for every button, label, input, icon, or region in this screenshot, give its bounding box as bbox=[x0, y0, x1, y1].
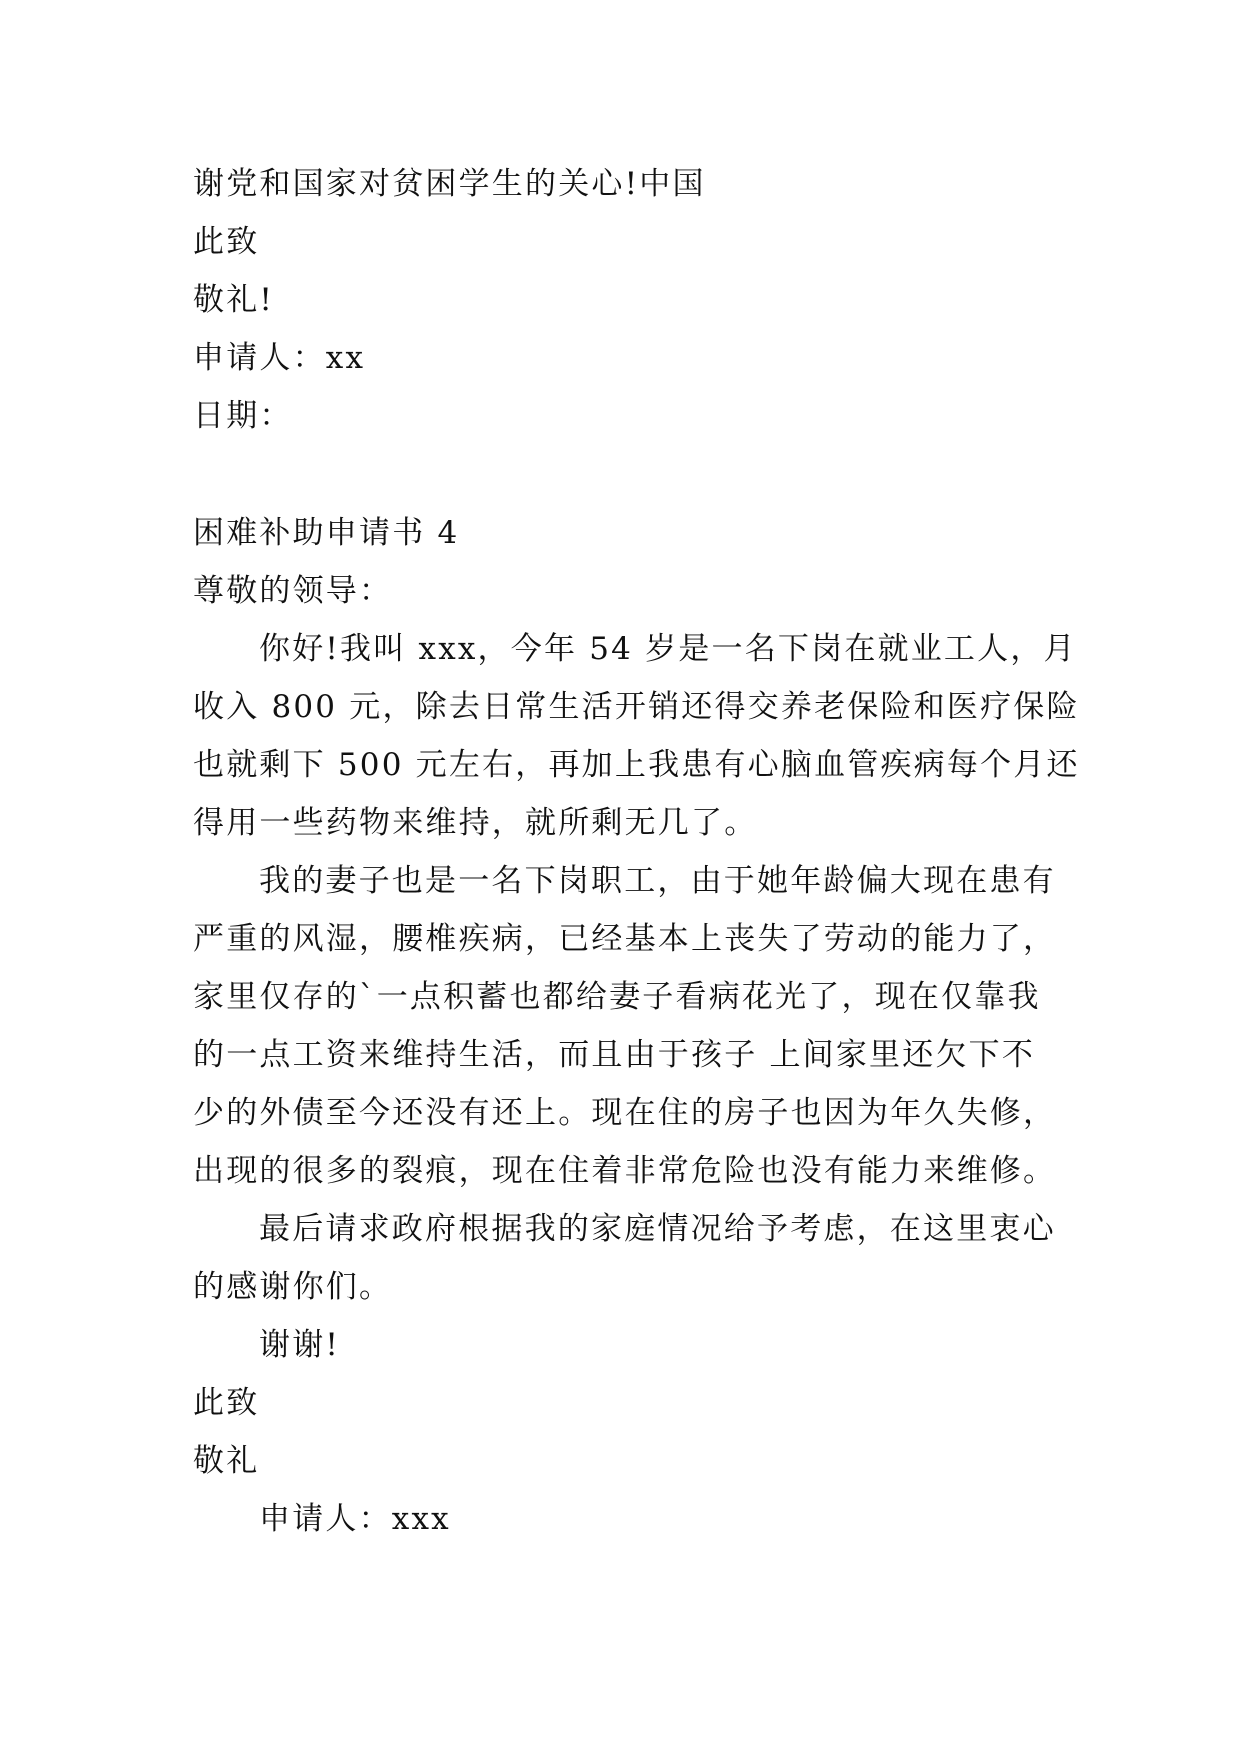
paragraph-line: 家里仅存的`一点积蓄也都给妻子看病花光了，现在仅靠我 bbox=[193, 979, 1041, 1015]
paragraph-line: 得用一些药物来维持，就所剩无几了。 bbox=[193, 805, 758, 841]
date-line: 日期： bbox=[193, 398, 293, 434]
applicant-line: 申请人：xxx bbox=[259, 1501, 451, 1537]
salutation: 尊敬的领导： bbox=[193, 573, 393, 609]
section-title: 困难补助申请书 4 bbox=[193, 515, 460, 551]
paragraph-line: 严重的风湿，腰椎疾病，已经基本上丧失了劳动的能力了， bbox=[193, 921, 1057, 957]
thanks-line: 谢谢! bbox=[259, 1327, 341, 1363]
closing-line: 此致 bbox=[193, 1385, 260, 1421]
paragraph-line: 最后请求政府根据我的家庭情况给予考虑，在这里衷心 bbox=[259, 1211, 1056, 1247]
paragraph-line: 你好!我叫 xxx，今年 54 岁是一名下岗在就业工人，月 bbox=[259, 631, 1077, 667]
closing-line: 敬礼 bbox=[193, 1443, 260, 1479]
text-line: 谢党和国家对贫困学生的关心!中国 bbox=[193, 166, 706, 202]
paragraph-line: 的感谢你们。 bbox=[193, 1269, 393, 1305]
paragraph-line: 少的外债至今还没有还上。现在住的房子也因为年久失修， bbox=[193, 1095, 1057, 1131]
paragraph-line: 收入 800 元，除去日常生活开销还得交养老保险和医疗保险 bbox=[193, 689, 1080, 725]
paragraph-line: 也就剩下 500 元左右，再加上我患有心脑血管疾病每个月还 bbox=[193, 747, 1080, 783]
applicant-line: 申请人：xx bbox=[193, 340, 366, 376]
closing-line: 敬礼! bbox=[193, 282, 275, 318]
closing-line: 此致 bbox=[193, 224, 260, 260]
paragraph-line: 出现的很多的裂痕，现在住着非常危险也没有能力来维修。 bbox=[193, 1153, 1057, 1189]
paragraph-line: 的一点工资来维持生活，而且由于孩子 上间家里还欠下不 bbox=[193, 1037, 1036, 1073]
paragraph-line: 我的妻子也是一名下岗职工，由于她年龄偏大现在患有 bbox=[259, 863, 1056, 899]
